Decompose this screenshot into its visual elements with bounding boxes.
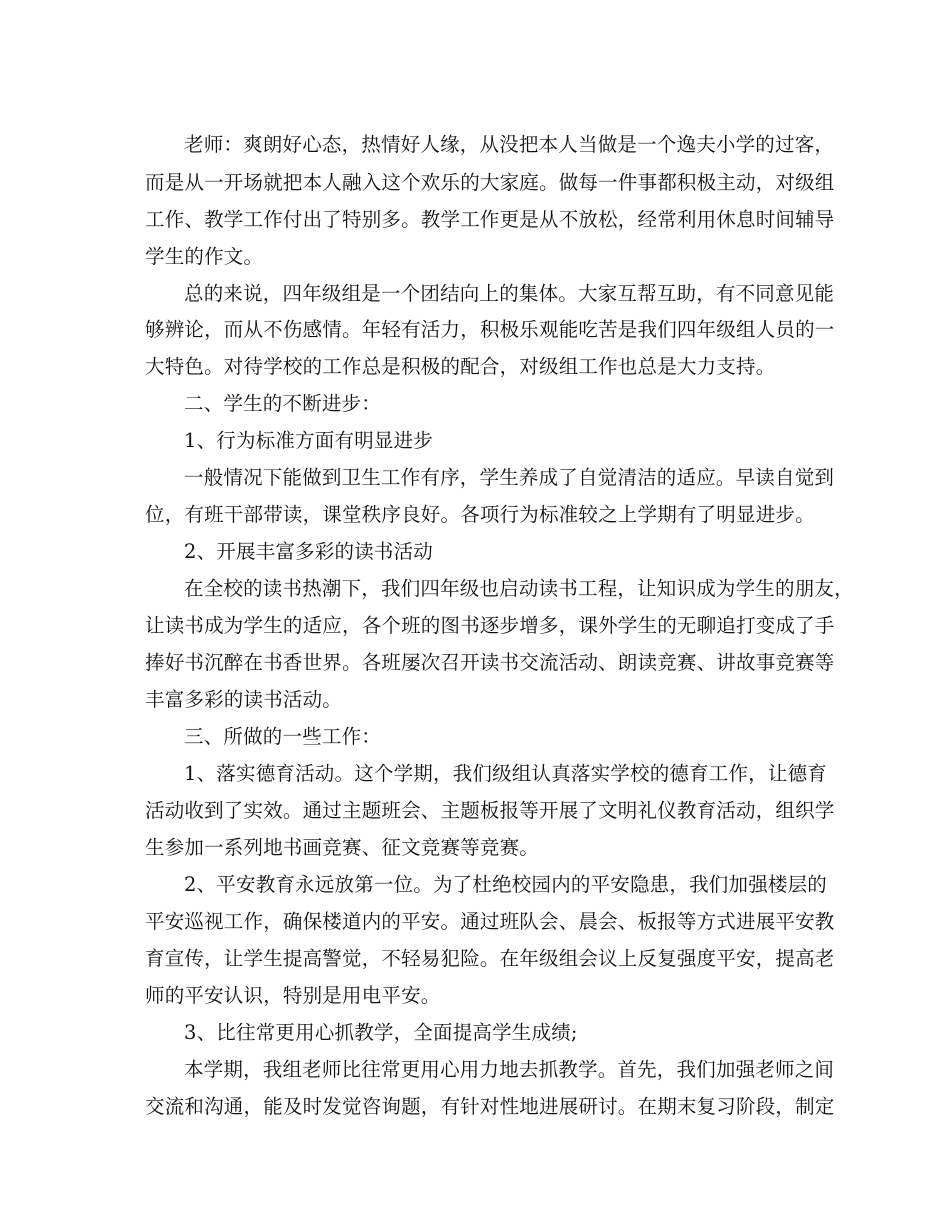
text-line: 师的平安认识，特别是用电平安。 xyxy=(145,984,441,1007)
text-line: 活动收到了实效。通过主题班会、主题板报等开展了文明礼仪教育活动，组织学 xyxy=(145,799,835,822)
section-heading: 三、所做的一些工作： xyxy=(184,725,382,748)
text-line: 位，有班干部带读，课堂秩序良好。各项行为标准较之上学期有了明显进步。 xyxy=(145,503,815,526)
section-heading: 二、学生的不断进步： xyxy=(184,392,382,415)
subsection-heading: 3、比往常更用心抓教学，全面提高学生成绩; xyxy=(184,1021,578,1044)
text-line: 丰富多彩的读书活动。 xyxy=(145,688,343,711)
text-line: 大特色。对待学校的工作总是积极的配合，对级组工作也总是大力支持。 xyxy=(145,355,776,378)
text-line: 生参加一系列地书画竞赛、征文竞赛等竞赛。 xyxy=(145,836,540,859)
text-line: 交流和沟通，能及时发觉咨询题，有针对性地进展研讨。在期末复习阶段，制定 xyxy=(145,1095,835,1118)
text-line: 让读书成为学生的适应，各个班的图书逐步增多，课外学生的无聊追打变成了手 xyxy=(145,614,835,637)
text-line: 1、落实德育活动。这个学期，我们级组认真落实学校的德育工作，让德育 xyxy=(184,762,828,785)
text-line: 育宣传，让学生提高警觉，不轻易犯险。在年级组会议上反复强度平安，提高老 xyxy=(145,947,835,970)
text-line: 工作、教学工作付出了特别多。教学工作更是从不放松，经常利用休息时间辅导 xyxy=(145,208,835,231)
text-line: 学生的作文。 xyxy=(145,245,264,268)
text-line: 平安巡视工作，确保楼道内的平安。通过班队会、晨会、板报等方式进展平安教 xyxy=(145,910,835,933)
text-line: 总的来说，四年级组是一个团结向上的集体。大家互帮互助，有不同意见能 xyxy=(184,282,835,305)
text-line: 在全校的读书热潮下，我们四年级也启动读书工程，让知识成为学生的朋友， xyxy=(184,577,854,600)
text-line: 捧好书沉醉在书香世界。各班屡次召开读书交流活动、朗读竞赛、讲故事竞赛等 xyxy=(145,651,835,674)
text-line: 一般情况下能做到卫生工作有序，学生养成了自觉清洁的适应。早读自觉到 xyxy=(184,466,835,489)
text-line: 够辨论，而从不伤感情。年轻有活力，积极乐观能吃苦是我们四年级组人员的一 xyxy=(145,318,835,341)
text-line: 老师：爽朗好心态，热情好人缘，从没把本人当做是一个逸夫小学的过客， xyxy=(184,133,835,156)
text-line: 本学期，我组老师比往常更用心用力地去抓教学。首先，我们加强老师之间 xyxy=(184,1058,835,1081)
text-line: 2、平安教育永远放第一位。为了杜绝校园内的平安隐患，我们加强楼层的 xyxy=(184,873,828,896)
subsection-heading: 1、行为标准方面有明显进步 xyxy=(184,429,434,452)
subsection-heading: 2、开展丰富多彩的读书活动 xyxy=(184,540,434,563)
text-line: 而是从一开场就把本人融入这个欢乐的大家庭。做每一件事都积极主动，对级组 xyxy=(145,171,835,194)
